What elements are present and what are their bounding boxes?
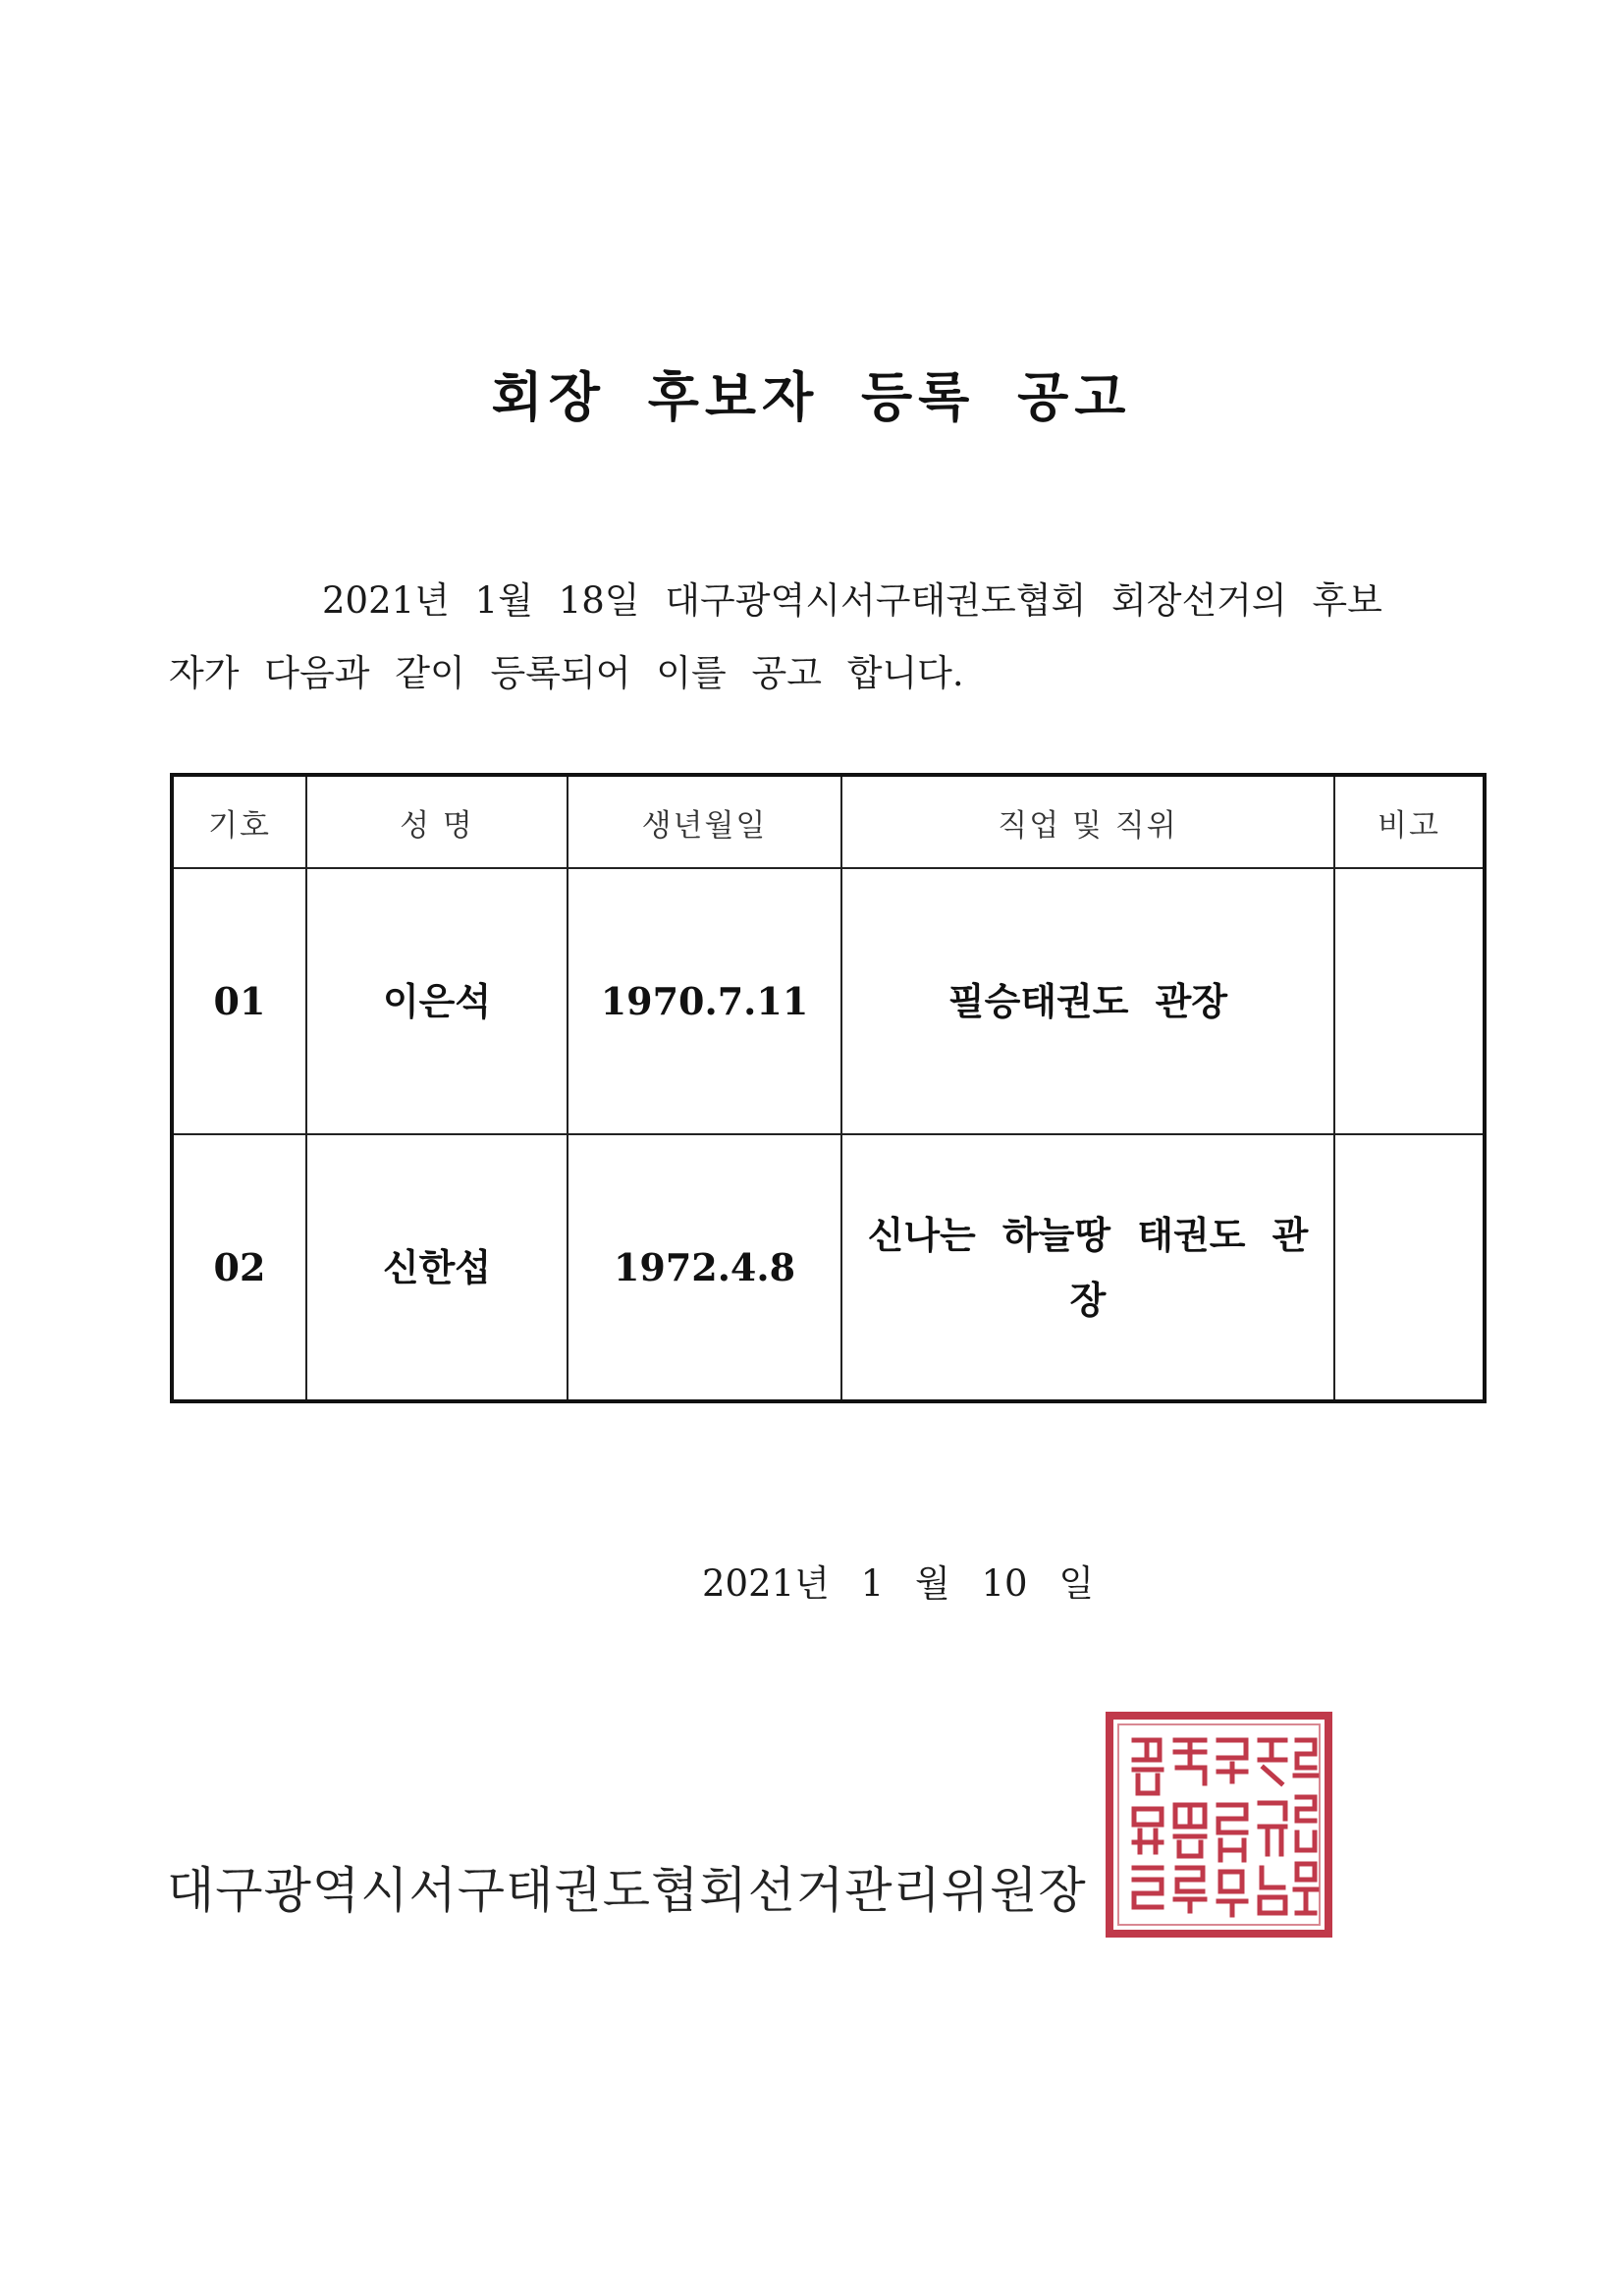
cell-name: 신한섭 xyxy=(306,1134,568,1401)
header-note: 비고 xyxy=(1334,775,1485,868)
header-birth: 생년월일 xyxy=(568,775,841,868)
cell-note xyxy=(1334,1134,1485,1401)
intro-line-1: 2021년 1월 18일 대구광역시서구태권도협회 회장선거의 후보 xyxy=(322,579,1382,622)
document-date: 2021년 1 월 10 일 xyxy=(702,1562,1095,1605)
intro-line-2: 자가 다음과 같이 등록되어 이를 공고 합니다. xyxy=(169,652,964,694)
cell-birth: 1972.4.8 xyxy=(568,1134,841,1401)
cell-number: 01 xyxy=(172,868,306,1134)
signer-title: 대구광역시서구태권도협회선거관리위원장 xyxy=(167,1862,1087,1919)
header-number: 기호 xyxy=(172,775,306,868)
table-row xyxy=(172,1134,1485,1401)
cell-name: 이은석 xyxy=(306,868,568,1134)
cell-job: 신나는 하늘땅 태권도 관장 xyxy=(841,1134,1334,1401)
cell-number: 02 xyxy=(172,1134,306,1401)
cell-note xyxy=(1334,868,1485,1134)
table-row xyxy=(172,868,1485,1134)
intro-paragraph xyxy=(169,565,1496,710)
cell-birth: 1970.7.11 xyxy=(568,868,841,1134)
table-header-row xyxy=(172,775,1485,868)
header-name: 성 명 xyxy=(306,775,568,868)
page-title: 회장 후보자 등록 공고 xyxy=(491,366,1132,428)
official-seal-icon xyxy=(1105,1711,1333,1939)
candidate-table xyxy=(170,773,1487,1403)
cell-job: 필승태권도 관장 xyxy=(841,868,1334,1134)
header-job: 직업 및 직위 xyxy=(841,775,1334,868)
